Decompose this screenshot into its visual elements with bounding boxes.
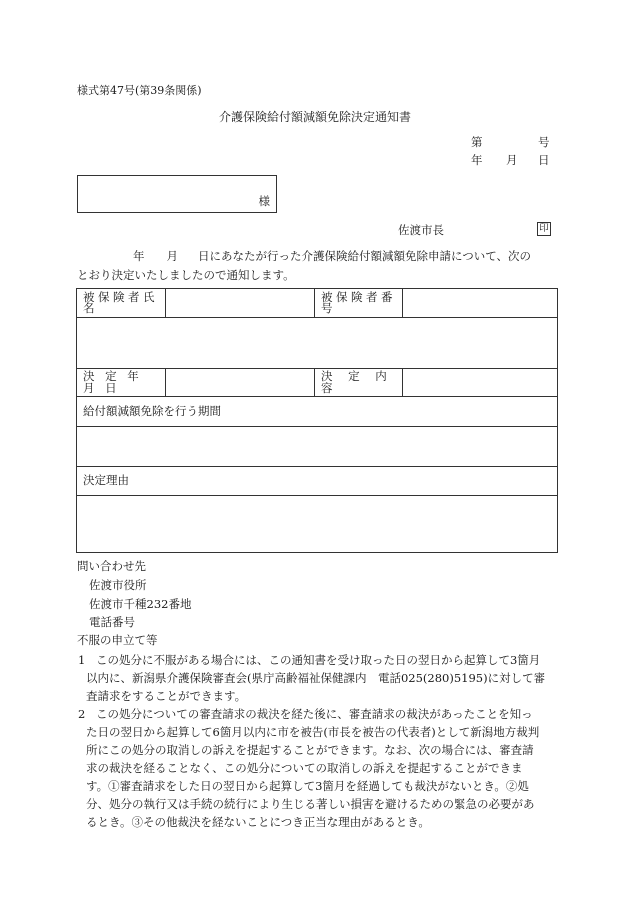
issue-date-day: 日 — [538, 153, 550, 167]
issue-date-year: 年 — [471, 153, 483, 167]
appeal-item-2-line-6: 分、処分の執行又は手続の続行により生じる著しい損害を避けるための緊急の必要があ — [86, 797, 535, 811]
appeal-item-2-number: 2 — [78, 707, 86, 721]
decision-content-label: 決 定 内 容 — [315, 369, 403, 397]
document-number-go: 号 — [538, 135, 550, 149]
issue-date-month: 月 — [506, 153, 518, 167]
appeal-item-2-line-4: 求の裁決を経ることなく、この処分についての取消しの訴えを提起することができま — [86, 761, 523, 775]
decision-content-value[interactable] — [403, 369, 558, 397]
document-number-dai: 第 — [471, 135, 483, 149]
addressee-box[interactable] — [77, 175, 277, 213]
form-number: 様式第47号(第39条関係) — [77, 84, 202, 97]
intro-line-2: とおり決定いたしましたので通知します。 — [77, 268, 295, 282]
insured-name-label: 被保険者氏名 — [77, 289, 166, 318]
decision-table — [76, 288, 558, 553]
appeal-item-2-line-3: 所にこの処分の取消しの訴えを提起することができます。なお、次の場合には、審査請 — [86, 743, 534, 757]
contact-office: 佐渡市役所 — [89, 578, 147, 592]
contact-phone: 電話番号 — [89, 615, 135, 629]
insured-number-label: 被保険者番号 — [315, 289, 403, 318]
appeal-item-2-line-7: るとき。③その他裁決を経ないことにつき正当な理由があるとき。 — [86, 815, 430, 829]
appeal-item-2-line-5: す。①審査請求をした日の翌日から起算して3箇月を経過しても裁決がないとき。②処 — [86, 779, 529, 793]
intro-month: 月 — [166, 249, 178, 263]
appeal-item-1-line-3: 査請求をすることができます。 — [86, 689, 247, 703]
seal-stamp: 印 — [537, 222, 551, 236]
period-value[interactable] — [77, 427, 558, 467]
intro-line-1 — [77, 251, 531, 263]
appeal-title: 不服の申立て等 — [77, 633, 158, 647]
reason-value[interactable] — [77, 496, 558, 553]
appeal-item-2-line-2: た日の翌日から起算して6箇月以内に市を被告(市長を被告の代表者)として新潟地方裁判 — [86, 725, 540, 739]
decision-date-value[interactable] — [166, 369, 315, 397]
contact-address: 佐渡市千種232番地 — [89, 597, 192, 611]
reason-label: 決定理由 — [77, 467, 558, 496]
insured-number-value[interactable] — [403, 289, 558, 318]
intro-text: 日にあなたが行った介護保険給付額減額免除申請について、次の — [198, 249, 532, 263]
issuer-name: 佐渡市長 — [398, 223, 444, 237]
appeal-item-1-line-1: この処分に不服がある場合には、この通知書を受け取った日の翌日から起算して3箇月 — [96, 653, 541, 667]
document-title: 介護保険給付額減額免除決定通知書 — [218, 110, 411, 124]
appeal-item-1-number: 1 — [78, 653, 86, 667]
intro-year: 年 — [133, 249, 145, 263]
contact-title: 問い合わせ先 — [77, 559, 146, 573]
insured-info-area[interactable] — [77, 318, 558, 369]
appeal-item-1-line-2: 以内に、新潟県介護保険審査会(県庁高齢福祉保健課内 電話025(280)5195)に対して審 — [86, 671, 546, 685]
decision-date-label: 決 定 年 月 日 — [77, 369, 166, 397]
insured-name-value[interactable] — [166, 289, 315, 318]
period-label: 給付額減額免除を行う期間 — [77, 397, 558, 427]
appeal-item-2-line-1: この処分についての審査請求の裁決を経た後に、審査請求の裁決があったことを知っ — [96, 707, 533, 721]
addressee-honorific: 様 — [258, 193, 270, 208]
